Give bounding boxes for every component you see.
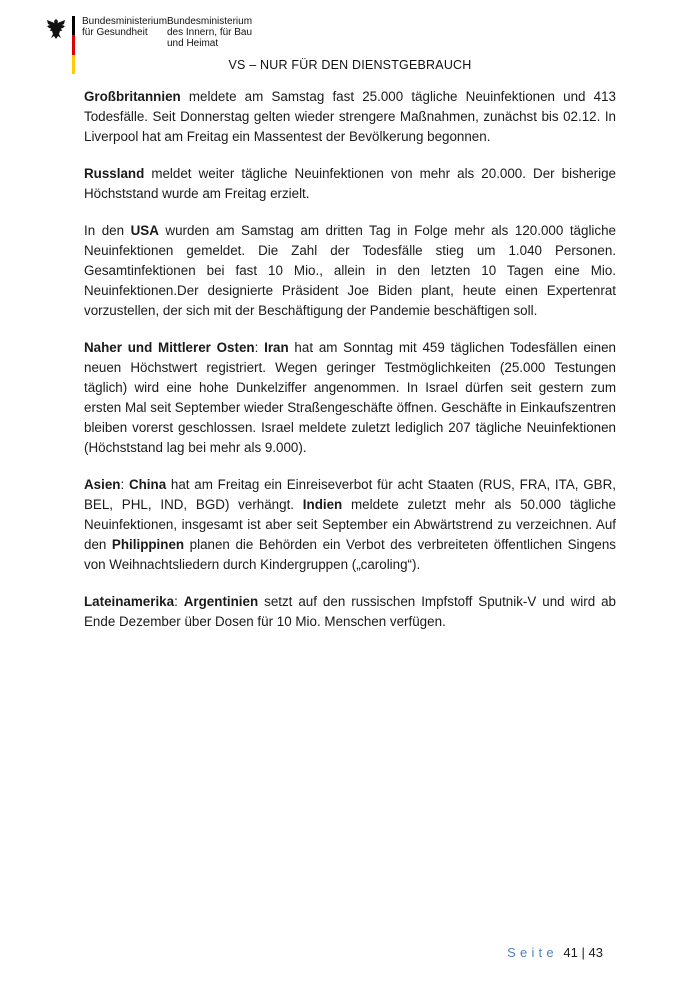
text-run: meldet weiter tägliche Neuinfektionen von mehr als 20.000. Der bisherige Höchststand wurde am Freitag erzielt.	[84, 166, 616, 201]
paragraph	[84, 221, 616, 321]
page-separator: |	[581, 945, 585, 960]
classification-marking: VS – NUR FÜR DEN DIENSTGEBRAUCH	[228, 58, 472, 72]
document-body	[84, 87, 616, 649]
text-run: :	[120, 477, 129, 492]
bold-term: Iran	[264, 340, 289, 355]
bold-term: Indien	[302, 497, 343, 512]
page-footer	[507, 945, 603, 960]
bold-term: Lateinamerika	[84, 594, 175, 609]
text-run: meldete am Samstag fast 25.000 tägliche Neuinfektionen und 413 Todesfälle. Seit Donnerstag gelten wieder strengere Maßnahmen, zunächst bis 02.12. In Liverpool hat am Freitag ein Massentest der Bevölkerung begonnen.	[84, 89, 616, 144]
flag-red-stripe	[72, 35, 75, 54]
text-run: wurden am Samstag am dritten Tag in Folge mehr als 120.000 tägliche Neuinfektionen gemeldet. Die Zahl der Todesfälle stieg um 1.040 Personen. Gesamtinfektionen bei fast 10 Mio., allein in den letzten 10 Tagen eine Mio. Neuinfektionen.Der designierte Präsident Joe Biden plant, heute einen Expertenrat vorzustellen, der sich mit der Beschäftigung der Pandemie beschäftigen soll.	[84, 223, 616, 318]
paragraph	[84, 475, 616, 575]
bold-term: Russland	[84, 166, 145, 181]
text-run: :	[174, 594, 184, 609]
paragraph	[84, 87, 616, 147]
paragraph	[84, 164, 616, 204]
bold-term: USA	[130, 223, 159, 238]
text-run: hat am Sonntag mit 459 täglichen Todesfällen einen neuen Höchstwert registriert. Wegen geringer Testmöglichkeiten (25.000 Testungen täglich) wird eine hohe Dunkelziffer angenommen. In Israel dürfen seit gestern zum ersten Mal seit September wieder Straßengeschäfte öffnen. Geschäfte in Einkaufszentren bleiben vorerst geschlossen. Israel meldete zuletzt lediglich 207 tägliche Neuinfektionen (Höchststand lag bei mehr als 9.000).	[84, 340, 616, 455]
text-run: :	[254, 340, 265, 355]
page-number: 41	[563, 945, 578, 960]
federal-eagle-icon	[46, 18, 66, 40]
flag-black-stripe	[72, 16, 75, 35]
bold-term: Großbritannien	[84, 89, 181, 104]
page-label: Seite	[507, 945, 558, 960]
paragraph	[84, 338, 616, 458]
text-run: setzt auf den russischen Impfstoff Sputnik-V und wird ab Ende Dezember über Dosen für 10 Mio. Menschen verfügen.	[84, 594, 616, 629]
ministry-health-name: Bundesministerium für Gesundheit	[82, 16, 168, 38]
paragraph	[84, 592, 616, 632]
bold-term: Naher und Mittlerer Osten	[84, 340, 255, 355]
text-run: planen die Behörden ein Verbot des verbreiteten öffentlichen Singens von Weihnachtsliedern durch Kindergruppen („caroling“).	[84, 537, 616, 572]
bold-term: Philippinen	[111, 537, 185, 552]
ministry-interior-name: Bundesministerium des Innern, für Bau und Heimat	[167, 16, 253, 49]
page-total: 43	[588, 945, 603, 960]
bold-term: Argentinien	[183, 594, 259, 609]
text-run: In den	[84, 223, 131, 238]
bold-term: China	[128, 477, 167, 492]
text-run: hat am Freitag ein Einreiseverbot für acht Staaten (RUS, FRA, ITA, GBR, BEL, PHL, IND, BGD) verhängt.	[84, 477, 616, 512]
text-run: meldete zuletzt mehr als 50.000 tägliche Neuinfektionen, insgesamt ist aber seit September ein Abwärtstrend zu verzeichnen. Auf den	[84, 497, 616, 552]
bold-term: Asien	[84, 477, 121, 492]
